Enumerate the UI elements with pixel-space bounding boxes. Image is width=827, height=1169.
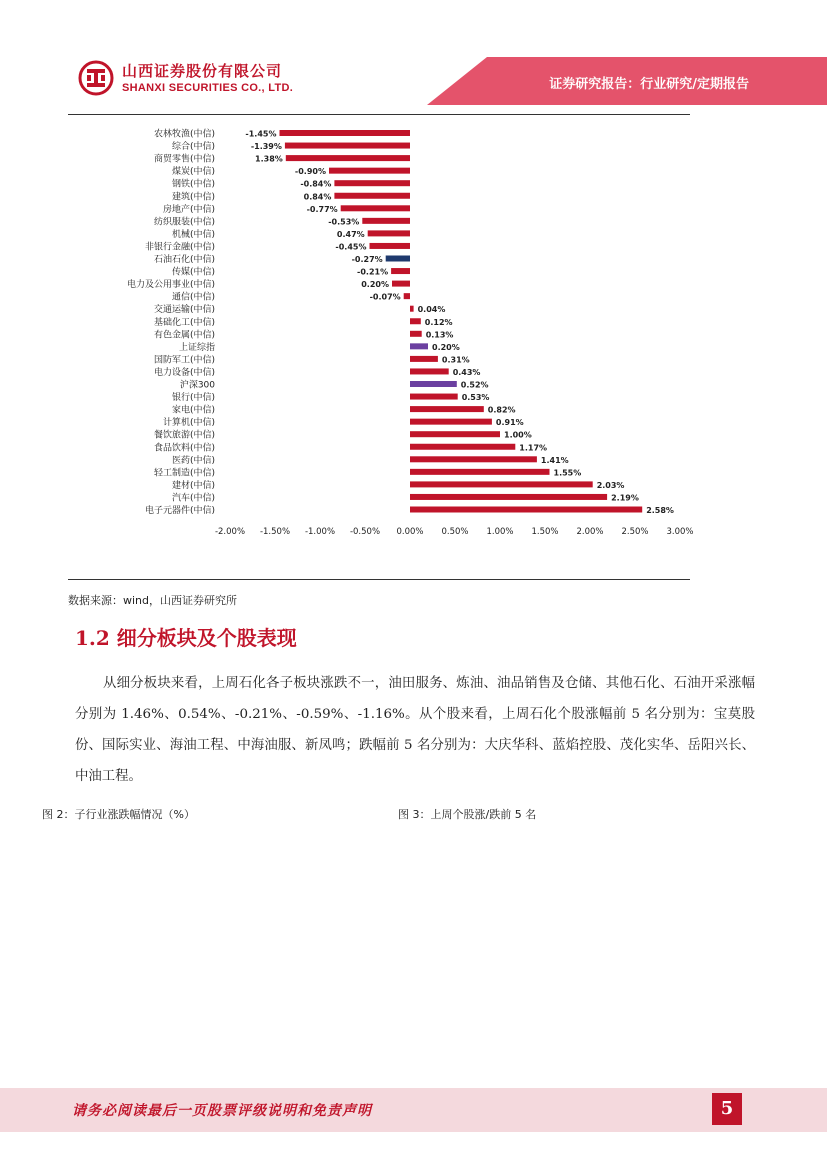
- chart-bar: [391, 268, 410, 274]
- chart-category-label: 有色金属(中信): [153, 330, 215, 341]
- chart-bar: [392, 281, 410, 287]
- chart-bar: [341, 205, 410, 211]
- footer-disclaimer: 请务必阅读最后一页股票评级说明和免责声明: [72, 1103, 372, 1119]
- chart-data-label: 0.12%: [424, 317, 453, 327]
- chart-category-label: 上证综指: [178, 342, 215, 353]
- chart-bar: [410, 356, 438, 362]
- chart-bar: [410, 343, 428, 349]
- chart-bar: [410, 444, 515, 450]
- chart-data-label: 2.58%: [646, 506, 674, 515]
- company-name-cn: 山西证券股份有限公司: [122, 62, 283, 80]
- chart-category-label: 建材(中信): [171, 480, 215, 491]
- chart-x-tick-label: -0.50%: [349, 527, 381, 537]
- chart-category-label: 轻工制造(中信): [153, 468, 215, 479]
- chart-data-label: 0.20%: [361, 280, 389, 290]
- chart-category-label: 煤炭(中信): [171, 167, 215, 178]
- chart-data-label: 0.52%: [460, 380, 489, 390]
- chart-data-label: -0.07%: [369, 292, 401, 302]
- chart-data-label: 0.31%: [441, 355, 470, 365]
- chart-category-label: 医药(中信): [171, 455, 215, 466]
- chart-category-label: 国防军工(中信): [153, 355, 215, 366]
- company-name-en: SHANXI SECURITIES CO., LTD.: [122, 82, 294, 94]
- chart-data-label: 0.82%: [487, 405, 516, 415]
- chart-bar: [368, 230, 410, 236]
- page-number: 5: [712, 1093, 742, 1125]
- chart-data-label: 0.13%: [425, 330, 454, 340]
- chart-category-label: 商贸零售(中信): [153, 154, 215, 165]
- chart-data-label: 0.04%: [417, 305, 446, 315]
- chart-data-label: -0.45%: [335, 242, 367, 252]
- figure-3-caption: 图 3：上周个股涨/跌前 5 名: [398, 808, 537, 821]
- chart-bar: [410, 419, 492, 425]
- section-paragraph: 从细分板块来看，上周石化各子板块涨跌不一，油田服务、炼油、油品销售及仓储、其他石化、石油开采涨幅分别为 1.46%、0.54%、-0.21%、-0.59%、-1.16%。从个股来看，上周石化个股涨幅前 5 名分别为：宝莫股份、国际实业、海油工程、中海油服、新凤鸣；跌幅前 5 名分别为：大庆华科、蓝焰控股、茂化实华、岳阳兴长、中油工程。: [75, 676, 755, 784]
- chart-x-tick-label: 1.00%: [486, 527, 514, 537]
- figure-2-caption: 图 2：子行业涨跌幅情况（%）: [42, 808, 195, 821]
- chart-category-label: 非银行金融(中信): [144, 242, 215, 253]
- chart-data-label: 2.03%: [596, 480, 625, 490]
- chart-data-label: 0.91%: [495, 418, 524, 428]
- chart-bar: [410, 306, 414, 312]
- chart-x-tick-label: -2.00%: [214, 527, 246, 537]
- chart-category-label: 综合(中信): [171, 142, 215, 153]
- chart-x-tick-label: 0.00%: [396, 527, 424, 537]
- chart-bar: [370, 243, 411, 249]
- chart-bar: [362, 218, 410, 224]
- source-note: 数据来源：wind，山西证券研究所: [68, 594, 238, 607]
- chart-bar: [410, 494, 607, 500]
- chart-category-label: 机械(中信): [171, 229, 215, 240]
- chart-data-label: -0.27%: [351, 255, 383, 264]
- chart-bar: [410, 507, 642, 513]
- chart-bar: [410, 431, 500, 437]
- chart-bar: [280, 130, 411, 136]
- company-logo-icon: [78, 60, 114, 96]
- chart-x-tick-label: 1.50%: [531, 527, 559, 537]
- section-title: 1.2 细分板块及个股表现: [75, 626, 297, 650]
- chart-bar: [410, 406, 484, 412]
- chart-bar: [285, 143, 410, 149]
- chart-data-label: -0.90%: [294, 167, 326, 177]
- chart-category-label: 家电(中信): [171, 405, 215, 416]
- chart-data-label: 1.00%: [504, 430, 532, 440]
- chart-data-label: 0.43%: [452, 367, 481, 377]
- chart-data-label: 0.84%: [303, 192, 332, 202]
- chart-data-label: 0.53%: [461, 393, 490, 403]
- chart-data-label: -0.53%: [328, 217, 360, 227]
- chart-bar: [334, 193, 410, 199]
- chart-category-label: 基础化工(中信): [153, 317, 215, 328]
- chart-category-label: 电力设备(中信): [153, 367, 215, 378]
- chart-category-label: 食品饮料(中信): [153, 443, 215, 454]
- chart-x-tick-label: -1.00%: [304, 527, 336, 537]
- chart-data-label: 0.20%: [432, 342, 460, 352]
- chart-category-label: 通信(中信): [171, 292, 215, 303]
- chart-bar: [410, 481, 593, 487]
- bar-chart: [0, 110, 827, 580]
- chart-data-label: 1.38%: [255, 154, 283, 164]
- chart-category-label: 农林牧渔(中信): [153, 129, 215, 140]
- chart-x-tick-label: 2.50%: [621, 527, 649, 537]
- chart-data-label: 1.55%: [553, 468, 582, 478]
- chart-category-label: 银行(中信): [171, 393, 215, 404]
- chart-category-label: 电子元器件(中信): [144, 506, 215, 516]
- chart-x-tick-label: 2.00%: [576, 527, 604, 537]
- page-header: [0, 0, 827, 110]
- chart-category-label: 计算机(中信): [162, 418, 215, 429]
- chart-bar: [410, 456, 537, 462]
- chart-category-label: 房地产(中信): [162, 204, 215, 215]
- chart-data-label: -1.39%: [250, 142, 282, 152]
- chart-data-label: 1.41%: [540, 455, 569, 465]
- chart-category-label: 电力及公用事业(中信): [126, 280, 215, 291]
- chart-bar: [404, 293, 410, 299]
- report-type: 证券研究报告：行业研究/定期报告: [549, 77, 749, 92]
- chart-category-label: 汽车(中信): [171, 493, 215, 504]
- chart-category-label: 石油石化(中信): [153, 255, 215, 265]
- chart-category-label: 传媒(中信): [171, 267, 215, 278]
- chart-bar: [410, 381, 457, 387]
- chart-category-label: 餐饮旅游(中信): [153, 430, 215, 441]
- chart-category-label: 沪深300: [179, 380, 215, 391]
- chart-x-tick-label: 3.00%: [666, 527, 694, 537]
- chart-bar: [410, 318, 421, 324]
- chart-x-tick-label: 0.50%: [441, 527, 469, 537]
- chart-data-label: 2.19%: [611, 493, 639, 503]
- chart-data-label: -0.84%: [300, 179, 332, 189]
- chart-bar: [410, 469, 550, 475]
- chart-bottom-rule: [68, 579, 690, 580]
- chart-bar: [334, 180, 410, 186]
- chart-category-label: 建筑(中信): [171, 192, 215, 203]
- chart-x-tick-label: -1.50%: [259, 527, 291, 537]
- chart-bar: [410, 368, 449, 374]
- chart-data-label: 1.17%: [519, 443, 548, 453]
- bar-chart-svg: [0, 110, 827, 580]
- chart-data-label: 0.47%: [336, 229, 365, 239]
- chart-bar: [286, 155, 410, 161]
- chart-data-label: -1.45%: [245, 129, 277, 139]
- chart-bar: [329, 168, 410, 174]
- chart-data-label: -0.77%: [306, 204, 338, 214]
- chart-category-label: 纺织服装(中信): [153, 217, 215, 228]
- chart-bar: [410, 394, 458, 400]
- chart-category-label: 交通运输(中信): [153, 305, 215, 316]
- chart-data-label: -0.21%: [357, 267, 389, 277]
- chart-category-label: 钢铁(中信): [171, 179, 215, 190]
- chart-bar: [410, 331, 422, 337]
- chart-bar: [386, 256, 410, 262]
